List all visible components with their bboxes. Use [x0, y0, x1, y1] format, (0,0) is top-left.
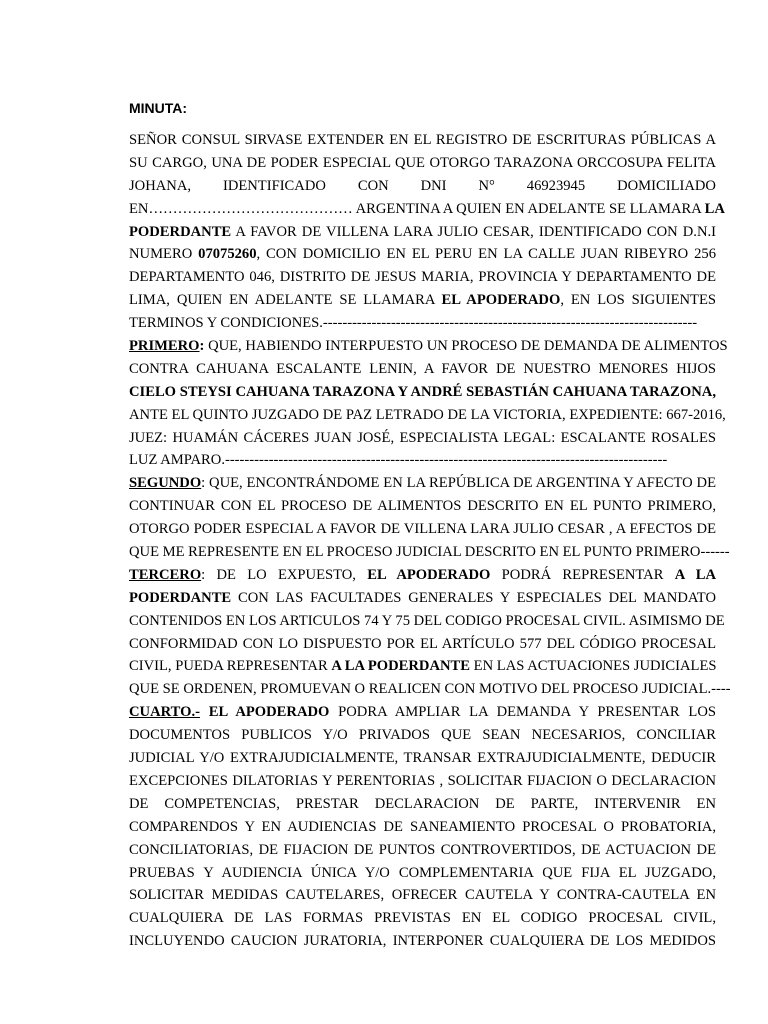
text-line: CIVIL, PUEDA REPRESENTAR A LA PODERDANTE EN LAS ACTUACIONES JUDICIALES: [129, 658, 717, 675]
text-line: QUE ME REPRESENTE EN EL PROCESO JUDICIAL DESCRITO EN EL PUNTO PRIMERO------: [129, 544, 730, 561]
text-line: LUZ AMPARO.-------------------------------------------------------------------------------------------: [129, 452, 668, 469]
text-line: DE COMPETENCIAS, PRESTAR DECLARACION DE PARTE, INTERVENIR EN: [129, 795, 716, 812]
text-line: PRUEBAS Y AUDIENCIA ÚNICA Y/O COMPLEMENTARIA QUE FIJA EL JUZGADO,: [129, 864, 716, 881]
text-line: TERMINOS Y CONDICIONES.-----------------------------------------------------------------------------: [129, 315, 698, 332]
text-line: EXCEPCIONES DILATORIAS Y PERENTORIAS , SOLICITAR FIJACION O DECLARACION: [129, 772, 716, 789]
text-line: JOHANA, IDENTIFICADO CON DNI N° 46923945 DOMICILIADO: [129, 177, 716, 194]
text-line: CONTRA CAHUANA ESCALANTE LENIN, A FAVOR DE NUESTRO MENORES HIJOS: [129, 360, 716, 377]
text-line: CUALQUIERA DE LAS FORMAS PREVISTAS EN EL CODIGO PROCESAL CIVIL,: [129, 910, 716, 927]
clause-cuarto: CUARTO.- EL APODERADO PODRA AMPLIAR LA DEMANDA Y PRESENTAR LOS: [129, 704, 716, 721]
text-line: SEÑOR CONSUL SIRVASE EXTENDER EN EL REGISTRO DE ESCRITURAS PÚBLICAS A: [129, 132, 716, 148]
text-line: CONTINUAR CON EL PROCESO DE ALIMENTOS DESCRITO EN EL PUNTO PRIMERO,: [129, 498, 716, 515]
text-line: NUMERO 07075260, CON DOMICILIO EN EL PERU EN LA CALLE JUAN RIBEYRO 256: [129, 246, 716, 263]
document-body: [129, 129, 731, 953]
text-line: QUE SE ORDENEN, PROMUEVAN O REALICEN CON MOTIVO DEL PROCESO JUDICIAL.----: [129, 681, 731, 698]
text-line: SU CARGO, UNA DE PODER ESPECIAL QUE OTORGO TARAZONA ORCCOSUPA FELITA: [129, 154, 716, 171]
text-line: DOCUMENTOS PUBLICOS Y/O PRIVADOS QUE SEAN NECESARIOS, CONCILIAR: [129, 727, 716, 744]
text-line: CONTENIDOS EN LOS ARTICULOS 74 Y 75 DEL CODIGO PROCESAL CIVIL. ASIMISMO DE: [129, 612, 725, 629]
text-line: PODERDANTE A FAVOR DE VILLENA LARA JULIO CESAR, IDENTIFICADO CON D.N.I: [129, 223, 716, 240]
clause-segundo: SEGUNDO: QUE, ENCONTRÁNDOME EN LA REPÚBLICA DE ARGENTINA Y AFECTO DE: [129, 475, 716, 492]
text-line: EN…………………………………… ARGENTINA A QUIEN EN ADELANTE SE LLAMARA LA: [129, 200, 725, 217]
text-line: CIELO STEYSI CAHUANA TARAZONA Y ANDRÉ SEBASTIÁN CAHUANA TARAZONA,: [129, 383, 716, 400]
text-line: JUEZ: HUAMÁN CÁCERES JUAN JOSÉ, ESPECIALISTA LEGAL: ESCALANTE ROSALES: [129, 429, 716, 446]
text-line: PODERDANTE CON LAS FACULTADES GENERALES Y ESPECIALES DEL MANDATO: [129, 589, 716, 606]
text-line: CONCILIATORIAS, DE FIJACION DE PUNTOS CONTROVERTIDOS, DE ACTUACION DE: [129, 841, 716, 858]
text-line: SOLICITAR MEDIDAS CAUTELARES, OFRECER CAUTELA Y CONTRA-CAUTELA EN: [129, 887, 716, 904]
text-line: CONFORMIDAD CON LO DISPUESTO POR EL ARTÍCULO 577 DEL CÓDIGO PROCESAL: [129, 635, 716, 652]
text-line: ANTE EL QUINTO JUZGADO DE PAZ LETRADO DE LA VICTORIA, EXPEDIENTE: 667-2016,: [129, 406, 726, 423]
clause-tercero: TERCERO: DE LO EXPUESTO, EL APODERADO PODRÁ REPRESENTAR A LA: [129, 566, 716, 583]
text-line: COMPARENDOS Y EN AUDIENCIAS DE SANEAMIENTO PROCESAL O PROBATORIA,: [129, 818, 716, 835]
text-line: INCLUYENDO CAUCION JURATORIA, INTERPONER CUALQUIERA DE LOS MEDIDOS: [129, 933, 716, 950]
text-line: OTORGO PODER ESPECIAL A FAVOR DE VILLENA LARA JULIO CESAR , A EFECTOS DE: [129, 521, 716, 538]
clause-primero: PRIMERO: QUE, HABIENDO INTERPUESTO UN PROCESO DE DEMANDA DE ALIMENTOS: [129, 338, 728, 355]
text-line: JUDICIAL Y/O EXTRAJUDICIALMENTE, TRANSAR EXTRAJUDICIALMENTE, DEDUCIR: [129, 750, 716, 767]
text-line: DEPARTAMENTO 046, DISTRITO DE JESUS MARIA, PROVINCIA Y DEPARTAMENTO DE: [129, 269, 716, 286]
document-heading: MINUTA:: [129, 100, 188, 116]
text-line: LIMA, QUIEN EN ADELANTE SE LLAMARA EL APODERADO, EN LOS SIGUIENTES: [129, 292, 716, 309]
